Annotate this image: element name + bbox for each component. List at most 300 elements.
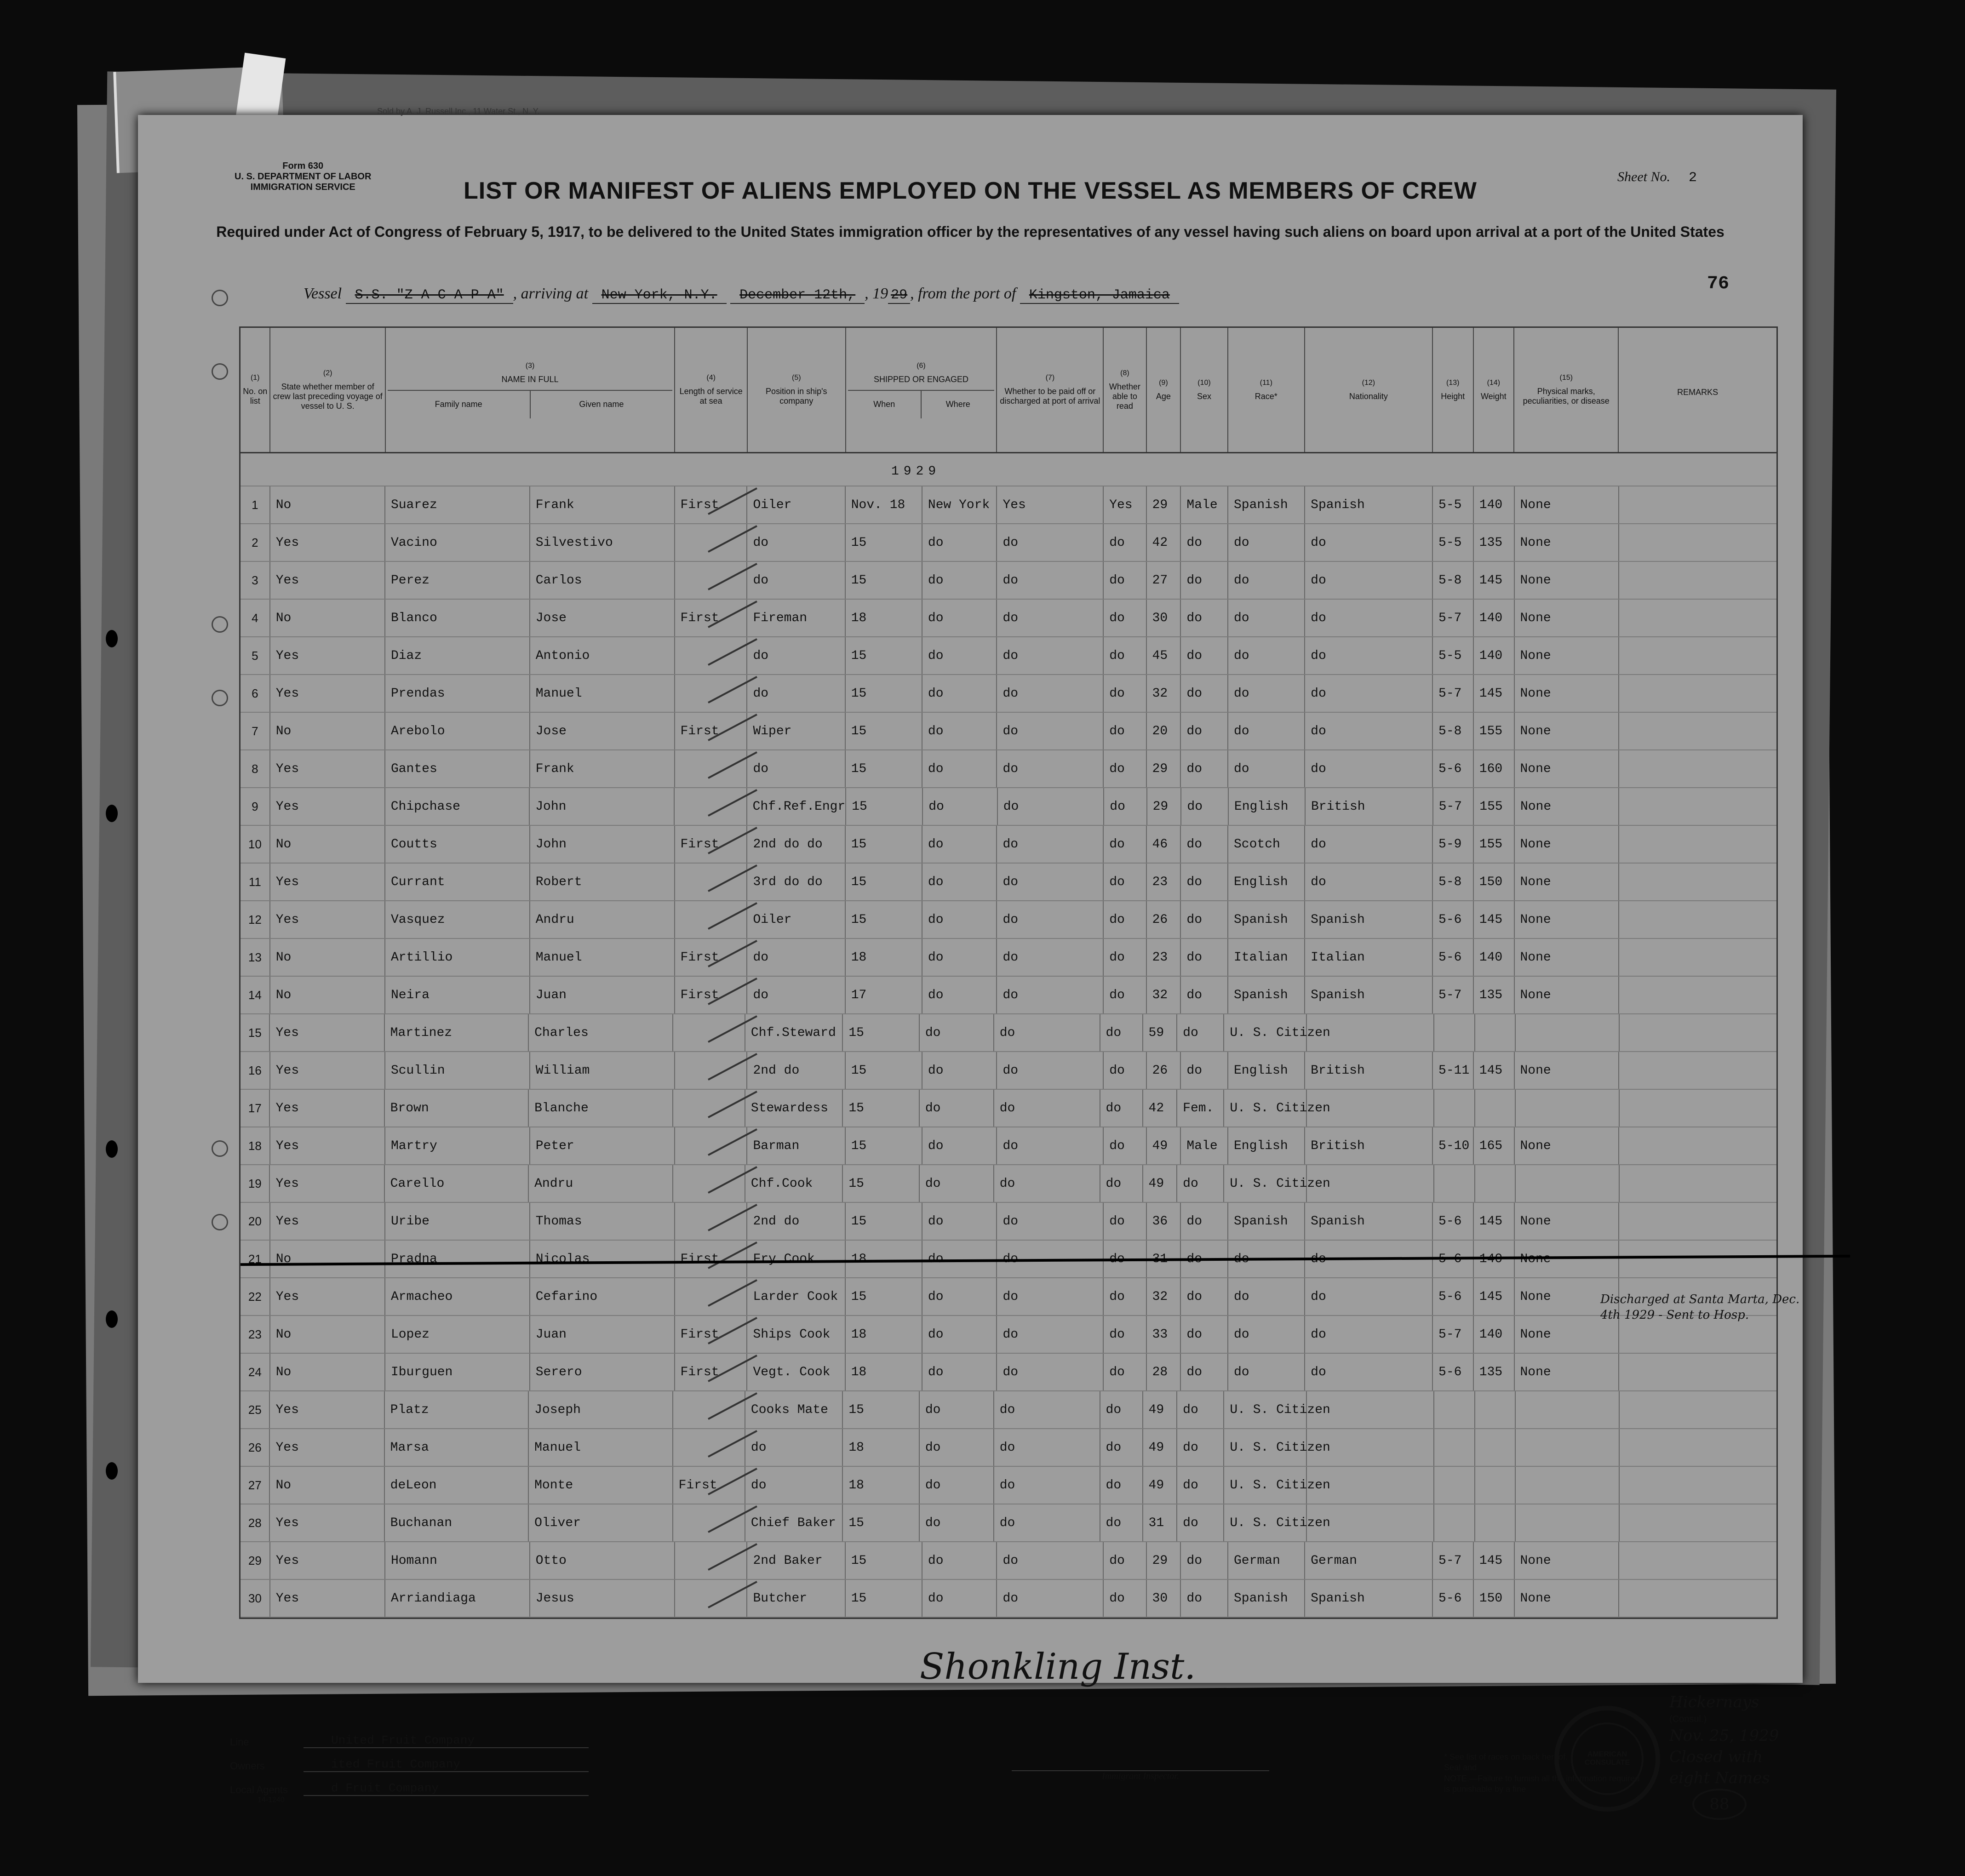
- cell-read: do: [1100, 1467, 1143, 1504]
- cell-sex: do: [1181, 977, 1228, 1013]
- cell-service: [675, 1580, 748, 1617]
- cell-when: 18: [843, 1429, 920, 1466]
- cell-read: do: [1104, 713, 1146, 749]
- cell-family: Iburguen: [385, 1354, 530, 1390]
- cell-family: Arebolo: [385, 713, 530, 749]
- cell-marks: None: [1515, 1278, 1619, 1315]
- cell-age: 29: [1147, 788, 1182, 825]
- cell-paid: do: [997, 713, 1104, 749]
- cell-height: 5-8: [1433, 713, 1474, 749]
- cell-read: do: [1100, 1504, 1143, 1541]
- cell-service: [675, 788, 747, 825]
- cell-prev: Yes: [270, 1580, 385, 1617]
- cell-given: Monte: [529, 1467, 673, 1504]
- cell-read: do: [1104, 1354, 1146, 1390]
- cell-when: 15: [843, 1014, 920, 1051]
- cell-no: 30: [241, 1580, 270, 1617]
- cell-prev: Yes: [270, 675, 385, 712]
- cell-height: 5-7: [1433, 600, 1474, 636]
- cell-paid: do: [994, 1429, 1100, 1466]
- cell-sex: do: [1181, 562, 1228, 599]
- cell-service: [675, 675, 748, 712]
- cell-age: 29: [1147, 1542, 1181, 1579]
- cell-service: [675, 524, 748, 561]
- cell-remarks: [1619, 1542, 1776, 1579]
- cell-when: 18: [846, 1316, 922, 1353]
- col-header: (12) Nationality: [1305, 328, 1433, 452]
- cell-marks: None: [1515, 864, 1619, 900]
- table-row: [241, 901, 1776, 939]
- cell-remarks: [1619, 1203, 1776, 1240]
- cell-marks: None: [1515, 901, 1619, 938]
- cell-remarks: [1619, 675, 1776, 712]
- cell-no: 15: [241, 1014, 270, 1051]
- cell-prev: Yes: [270, 1165, 384, 1202]
- cell-marks: [1516, 1014, 1620, 1051]
- cell-race: do: [1228, 675, 1305, 712]
- cell-race: English: [1228, 1127, 1305, 1164]
- cell-height: 5-6: [1433, 901, 1474, 938]
- cell-where: do: [922, 675, 997, 712]
- cell-weight: 145: [1474, 1278, 1515, 1315]
- cell-remarks: [1620, 1467, 1776, 1504]
- cell-no: 8: [241, 750, 270, 787]
- cell-when: 15: [846, 788, 923, 825]
- cell-sex: Male: [1181, 486, 1228, 523]
- cell-marks: None: [1515, 562, 1619, 599]
- cell-age: 49: [1143, 1391, 1178, 1428]
- cell-position: Chf.Steward: [745, 1014, 843, 1051]
- table-row: [241, 1165, 1776, 1203]
- cell-position: 2nd do do: [747, 826, 845, 863]
- cell-family: Uribe: [385, 1203, 530, 1240]
- cell-where: do: [922, 939, 997, 976]
- cell-sex: do: [1177, 1165, 1224, 1202]
- table-row: [241, 1203, 1776, 1241]
- cell-family: Buchanan: [385, 1504, 529, 1541]
- cell-remarks: [1619, 1052, 1776, 1089]
- col-header: (9) Age: [1147, 328, 1181, 452]
- cell-age: 32: [1147, 977, 1181, 1013]
- cell-marks: [1516, 1467, 1620, 1504]
- cell-prev: No: [270, 1316, 385, 1353]
- cell-paid: do: [997, 1203, 1104, 1240]
- cell-when: 18: [846, 600, 922, 636]
- cell-age: 26: [1147, 1052, 1181, 1089]
- cell-age: 46: [1147, 826, 1181, 863]
- cell-remarks: [1619, 750, 1776, 787]
- cell-race: U. S. Citizen: [1224, 1090, 1307, 1127]
- cell-race: Spanish: [1228, 977, 1305, 1013]
- col-header: (7) Whether to be paid off or discharged at port of arrival: [997, 328, 1104, 452]
- form-code: 14-1240: [258, 1796, 285, 1804]
- cell-position: Fireman: [747, 600, 845, 636]
- cell-prev: No: [270, 1467, 384, 1504]
- cell-where: do: [922, 826, 997, 863]
- cell-nat: Spanish: [1305, 901, 1433, 938]
- cell-height: [1434, 1014, 1475, 1051]
- cell-when: 18: [846, 1354, 922, 1390]
- circled-count: 88: [1692, 1789, 1747, 1820]
- consul-label: (Consul.): [1669, 1714, 1707, 1724]
- cell-weight: 135: [1474, 977, 1515, 1013]
- punch-hole: [212, 690, 228, 706]
- cell-nat: do: [1305, 826, 1433, 863]
- cell-position: 3rd do do: [747, 864, 845, 900]
- cell-race: do: [1228, 1278, 1305, 1315]
- cell-given: Juan: [530, 977, 675, 1013]
- arriving-port: New York, N.Y.: [592, 287, 727, 304]
- cell-where: do: [922, 1354, 997, 1390]
- table-row: [241, 1354, 1776, 1391]
- cell-nat: do: [1305, 750, 1433, 787]
- cell-marks: None: [1515, 524, 1619, 561]
- cell-age: 28: [1147, 1354, 1181, 1390]
- cell-nat: do: [1305, 1241, 1433, 1277]
- cell-where: do: [920, 1467, 994, 1504]
- cell-service: [673, 1165, 745, 1202]
- cell-when: 15: [846, 750, 922, 787]
- cell-race: do: [1228, 637, 1305, 674]
- cell-paid: do: [997, 562, 1104, 599]
- cell-paid: do: [997, 637, 1104, 674]
- cell-nat: Spanish: [1305, 977, 1433, 1013]
- cell-race: German: [1228, 1542, 1305, 1579]
- cell-weight: 140: [1474, 600, 1515, 636]
- cell-paid: do: [997, 1052, 1104, 1089]
- cell-weight: 140: [1474, 637, 1515, 674]
- page-title: LIST OR MANIFEST OF ALIENS EMPLOYED ON THE VESSEL AS MEMBERS OF CREW: [464, 177, 1477, 204]
- cell-position: 2nd Baker: [747, 1542, 845, 1579]
- line-value: United Fruit Company: [304, 1733, 589, 1748]
- cell-marks: None: [1515, 826, 1619, 863]
- cell-nat: [1307, 1467, 1434, 1504]
- cell-age: 49: [1143, 1165, 1178, 1202]
- cell-marks: None: [1515, 713, 1619, 749]
- cell-no: 17: [241, 1090, 270, 1127]
- cell-nat: do: [1305, 600, 1433, 636]
- cell-given: Thomas: [530, 1203, 675, 1240]
- cell-age: 31: [1147, 1241, 1181, 1277]
- cell-read: do: [1100, 1090, 1143, 1127]
- manifest-page: [138, 107, 1803, 1813]
- agents-label: Local Agents: [230, 1784, 288, 1796]
- cell-when: 15: [846, 1278, 922, 1315]
- departure-port: Kingston, Jamaica: [1020, 287, 1179, 304]
- cell-family: Marsa: [385, 1429, 529, 1466]
- cell-height: 5-6: [1433, 939, 1474, 976]
- cell-nat: [1307, 1391, 1434, 1428]
- binder-hole: [106, 630, 118, 647]
- cell-marks: [1516, 1504, 1620, 1541]
- cell-height: 5-6: [1433, 1241, 1474, 1277]
- sheet-value: 2: [1688, 170, 1697, 186]
- table-row: [241, 486, 1776, 524]
- cell-family: Brown: [385, 1090, 529, 1127]
- table-row: [241, 524, 1776, 562]
- cell-when: 15: [846, 637, 922, 674]
- cell-nat: British: [1305, 1052, 1433, 1089]
- cell-read: do: [1104, 1241, 1146, 1277]
- cell-where: do: [920, 1165, 994, 1202]
- cell-no: 13: [241, 939, 270, 976]
- cell-marks: None: [1515, 977, 1619, 1013]
- cell-sex: do: [1177, 1467, 1224, 1504]
- cell-remarks: [1619, 1241, 1776, 1277]
- vessel-label: Vessel: [304, 285, 342, 302]
- cell-read: do: [1100, 1429, 1143, 1466]
- col-header: (14) Weight: [1474, 328, 1515, 452]
- cell-read: do: [1104, 901, 1146, 938]
- cell-height: [1434, 1429, 1475, 1466]
- cell-given: Carlos: [530, 562, 675, 599]
- cell-no: 12: [241, 901, 270, 938]
- cell-weight: 140: [1474, 1316, 1515, 1353]
- cell-paid: do: [998, 788, 1105, 825]
- cell-where: do: [920, 1429, 994, 1466]
- owners-label: Owners: [230, 1760, 265, 1772]
- table-row: [241, 600, 1776, 637]
- table-row: [241, 864, 1776, 901]
- cell-family: Platz: [385, 1391, 529, 1428]
- cell-prev: Yes: [270, 1203, 385, 1240]
- cell-given: Jose: [530, 600, 675, 636]
- arriving-label: , arriving at: [513, 285, 589, 302]
- col-header: REMARKS: [1677, 387, 1719, 397]
- cell-where: do: [922, 1241, 997, 1277]
- cell-no: 16: [241, 1052, 270, 1089]
- department: U. S. DEPARTMENT OF LABOR: [235, 172, 372, 182]
- year-suffix: 29: [888, 287, 910, 304]
- cell-nat: [1307, 1429, 1434, 1466]
- cell-weight: 165: [1474, 1127, 1515, 1164]
- cell-prev: No: [270, 486, 385, 523]
- cell-read: do: [1104, 826, 1146, 863]
- cell-where: do: [922, 1580, 997, 1617]
- cell-family: Perez: [385, 562, 530, 599]
- cell-read: do: [1104, 1316, 1146, 1353]
- cell-weight: 155: [1474, 713, 1515, 749]
- cell-race: do: [1228, 750, 1305, 787]
- cell-prev: Yes: [270, 562, 385, 599]
- cell-nat: [1307, 1165, 1434, 1202]
- cell-service: [675, 1542, 748, 1579]
- cell-where: do: [922, 977, 997, 1013]
- cell-given: Antonio: [530, 637, 675, 674]
- cell-when: 18: [846, 1241, 922, 1277]
- cell-given: Manuel: [530, 675, 675, 712]
- cell-nat: do: [1305, 562, 1433, 599]
- cell-marks: [1516, 1429, 1620, 1466]
- cell-position: do: [747, 675, 845, 712]
- cell-nat: German: [1305, 1542, 1433, 1579]
- cell-read: do: [1104, 1052, 1146, 1089]
- cell-age: 45: [1147, 637, 1181, 674]
- cell-sex: do: [1181, 675, 1228, 712]
- cell-race: English: [1228, 864, 1305, 900]
- cell-read: do: [1104, 524, 1146, 561]
- cell-sex: do: [1181, 637, 1228, 674]
- form-number: Form 630: [282, 161, 324, 171]
- cell-height: [1434, 1090, 1475, 1127]
- cell-prev: Yes: [270, 1391, 384, 1428]
- cell-weight: 140: [1474, 486, 1515, 523]
- table-row: [241, 1391, 1776, 1429]
- cell-marks: None: [1515, 750, 1619, 787]
- cell-prev: No: [270, 1241, 385, 1277]
- col-header: (6) SHIPPED OR ENGAGED When Where: [846, 328, 997, 452]
- cell-where: do: [920, 1014, 994, 1051]
- cell-when: 15: [846, 1052, 922, 1089]
- cell-height: [1434, 1165, 1475, 1202]
- cell-height: 5-6: [1433, 1354, 1474, 1390]
- cell-position: Oiler: [747, 901, 845, 938]
- cell-sex: do: [1181, 1316, 1228, 1353]
- cell-prev: Yes: [270, 637, 385, 674]
- cell-marks: None: [1515, 637, 1619, 674]
- year-prefix: , 19: [865, 285, 888, 302]
- cell-height: 5-8: [1433, 562, 1474, 599]
- cell-given: Oliver: [529, 1504, 673, 1541]
- cell-height: [1434, 1467, 1475, 1504]
- cell-service: First: [675, 1316, 748, 1353]
- cell-given: Otto: [530, 1542, 675, 1579]
- cell-prev: Yes: [270, 1504, 384, 1541]
- cell-age: 27: [1147, 562, 1181, 599]
- cell-sex: do: [1181, 864, 1228, 900]
- cell-when: 15: [846, 826, 922, 863]
- cell-service: First: [675, 1354, 748, 1390]
- cell-remarks: [1620, 1090, 1776, 1127]
- cell-paid: do: [997, 826, 1104, 863]
- cell-no: 6: [241, 675, 270, 712]
- table-row: [241, 562, 1776, 600]
- cell-given: Frank: [530, 486, 675, 523]
- cell-where: do: [922, 901, 997, 938]
- cell-height: 5-8: [1433, 864, 1474, 900]
- cell-marks: None: [1515, 675, 1619, 712]
- cell-remarks: [1620, 1391, 1776, 1428]
- cell-race: U. S. Citizen: [1224, 1504, 1307, 1541]
- col-header: (2) State whether member of crew last preceding voyage of vessel to U. S.: [270, 328, 385, 452]
- cell-marks: None: [1515, 1127, 1619, 1164]
- cell-height: 5-6: [1433, 1278, 1474, 1315]
- cell-when: Nov. 18: [846, 486, 922, 523]
- cell-nat: do: [1305, 864, 1433, 900]
- cell-remarks: [1619, 1354, 1776, 1390]
- cell-weight: [1475, 1391, 1516, 1428]
- cell-paid: do: [997, 750, 1104, 787]
- cell-paid: do: [997, 600, 1104, 636]
- cell-paid: do: [994, 1165, 1100, 1202]
- cell-race: U. S. Citizen: [1224, 1165, 1307, 1202]
- cell-family: Carello: [385, 1165, 529, 1202]
- cell-family: Armacheo: [385, 1278, 530, 1315]
- cell-family: Currant: [385, 864, 530, 900]
- cell-remarks: [1619, 713, 1776, 749]
- from-label: , from the port of: [910, 285, 1016, 302]
- cell-prev: No: [270, 600, 385, 636]
- cell-where: do: [922, 713, 997, 749]
- cell-read: do: [1104, 1580, 1146, 1617]
- cell-service: [673, 1429, 745, 1466]
- cell-read: do: [1100, 1391, 1143, 1428]
- cell-given: Andru: [529, 1165, 673, 1202]
- cell-position: Cooks Mate: [745, 1391, 843, 1428]
- cell-no: 18: [241, 1127, 270, 1164]
- cell-nat: [1307, 1014, 1434, 1051]
- cell-prev: Yes: [270, 1429, 384, 1466]
- cell-no: 22: [241, 1278, 270, 1315]
- consulate-seal: AMERICAN CONSULATE: [1554, 1706, 1660, 1812]
- table-body: [241, 486, 1776, 1618]
- cell-sex: do: [1177, 1014, 1224, 1051]
- cell-prev: No: [270, 713, 385, 749]
- cell-given: Jose: [530, 713, 675, 749]
- cell-read: do: [1104, 1278, 1146, 1315]
- cell-paid: do: [997, 524, 1104, 561]
- cell-service: [675, 637, 748, 674]
- cell-read: Yes: [1104, 486, 1146, 523]
- cell-paid: do: [997, 977, 1104, 1013]
- table-row: [241, 1241, 1776, 1278]
- cell-race: do: [1228, 1354, 1305, 1390]
- cell-nat: [1307, 1090, 1434, 1127]
- cell-family: deLeon: [385, 1467, 529, 1504]
- cell-when: 18: [846, 939, 922, 976]
- cell-height: 5-6: [1433, 1580, 1474, 1617]
- cell-read: do: [1104, 637, 1146, 674]
- cell-family: Diaz: [385, 637, 530, 674]
- cell-sex: do: [1181, 901, 1228, 938]
- cell-height: 5-7: [1433, 977, 1474, 1013]
- col-header: (10) Sex: [1181, 328, 1228, 452]
- cell-no: 29: [241, 1542, 270, 1579]
- cell-prev: Yes: [270, 1542, 385, 1579]
- cell-read: do: [1100, 1014, 1143, 1051]
- arrival-date: December 12th,: [730, 287, 865, 304]
- cell-when: 18: [843, 1467, 920, 1504]
- cell-marks: None: [1515, 600, 1619, 636]
- cell-paid: do: [994, 1090, 1100, 1127]
- cell-height: [1434, 1504, 1475, 1541]
- cell-age: 33: [1147, 1316, 1181, 1353]
- cell-marks: [1516, 1165, 1620, 1202]
- discharge-remark: Discharged at Santa Marta, Dec. 4th 1929 - Sent to Hosp.: [1600, 1293, 1800, 1322]
- cell-sex: do: [1181, 524, 1228, 561]
- cell-sex: do: [1177, 1391, 1224, 1428]
- cell-prev: No: [270, 826, 385, 863]
- cell-marks: [1516, 1391, 1620, 1428]
- cell-nat: Spanish: [1305, 1580, 1433, 1617]
- cell-age: 23: [1147, 939, 1181, 976]
- cell-age: 49: [1143, 1467, 1178, 1504]
- cell-sex: do: [1181, 1542, 1228, 1579]
- cell-read: do: [1104, 939, 1146, 976]
- cell-weight: 150: [1474, 1580, 1515, 1617]
- cell-position: Chf.Cook: [745, 1165, 843, 1202]
- table-row: [241, 637, 1776, 675]
- inspector-line: Immigrant Inspector.: [1012, 1770, 1269, 1782]
- cell-position: Stewardess: [745, 1090, 843, 1127]
- cell-no: 24: [241, 1354, 270, 1390]
- cell-race: U. S. Citizen: [1224, 1014, 1307, 1051]
- cell-remarks: [1619, 826, 1776, 863]
- cell-position: Butcher: [747, 1580, 845, 1617]
- table-row: [241, 788, 1776, 826]
- inspector-signature: Shonkling Inst.: [920, 1646, 1196, 1687]
- cell-marks: None: [1515, 1354, 1619, 1390]
